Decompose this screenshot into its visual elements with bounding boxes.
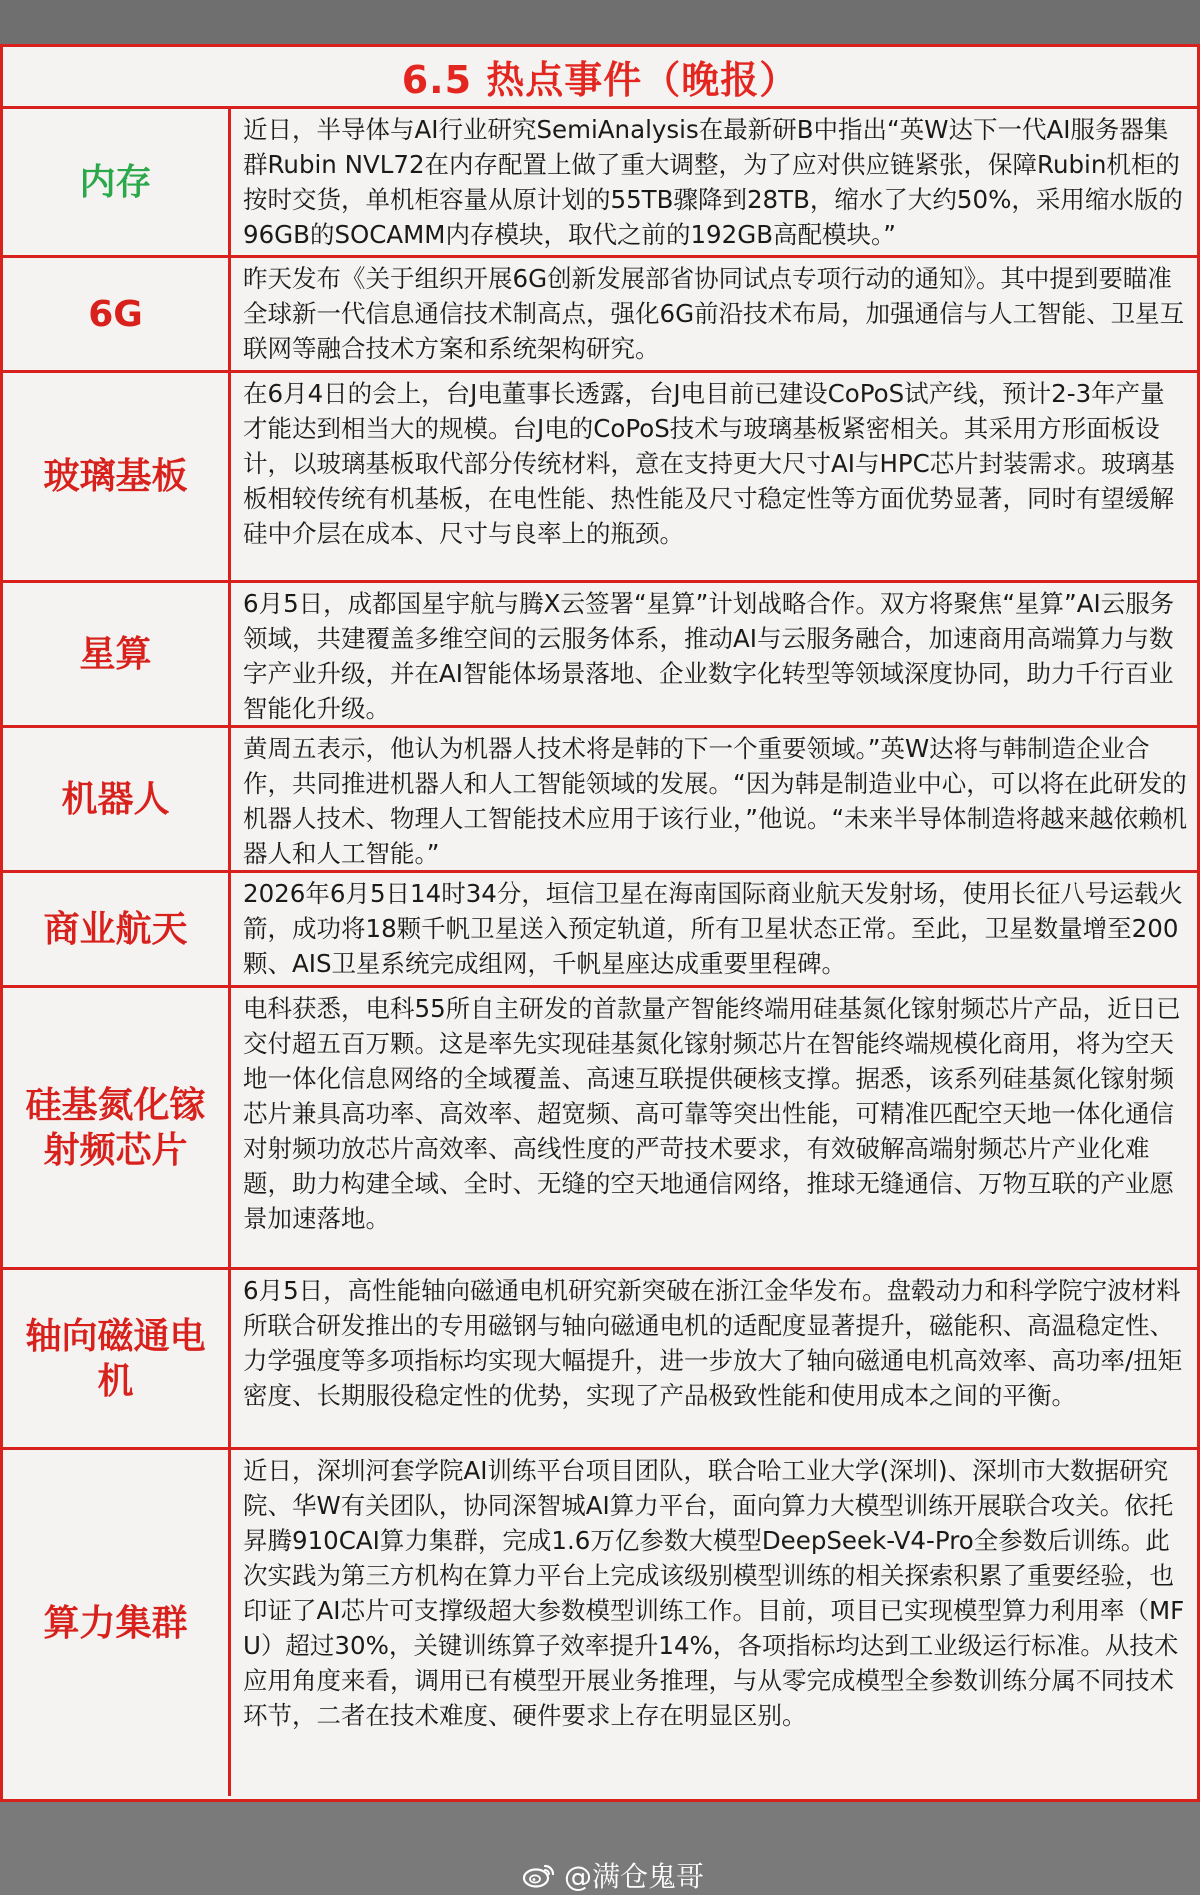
category-label: 内存 — [79, 161, 152, 203]
category-label: 6G — [88, 293, 143, 335]
news-row-glass-substrate — [3, 373, 1197, 583]
news-row-compute-cluster — [3, 1450, 1197, 1796]
category-label: 算力集群 — [43, 1602, 188, 1644]
news-text: 黄周五表示，他认为机器人技术将是韩的下一个重要领域。”英W达将与韩制造企业合作，共同推进机器人和人工智能领域的发展。“因为韩是制造业中心，可以将在此研发的机器人技术、物理人工智能技术应用于该行业，”他说。“未来半导体制造将越来越依赖机器人和人工智能。” — [243, 734, 1188, 868]
news-row-6g — [3, 258, 1197, 373]
news-row-memory — [3, 109, 1197, 258]
watermark-text: @满仓鬼哥 — [563, 1860, 704, 1893]
category-cell — [3, 728, 231, 870]
news-row-commercial-space — [3, 873, 1197, 988]
category-cell — [3, 258, 231, 370]
news-row-gan-rf-chip — [3, 988, 1197, 1270]
category-label: 玻璃基板 — [43, 456, 188, 497]
category-cell — [3, 988, 231, 1267]
news-row-axial-flux-motor — [3, 1270, 1197, 1450]
news-text: 2026年6月5日14时34分，垣信卫星在海南国际商业航天发射场，使用长征八号运载火箭，成功将18颗千帆卫星送入预定轨道，所有卫星状态正常。至此，卫星数量增至200颗、AIS卫星系统完成组网，千帆星座达成重要里程碑。 — [243, 879, 1183, 978]
news-text: 近日，深圳河套学院AI训练平台项目团队，联合哈工业大学(深圳)、深圳市大数据研究院、华W有关团队，协同深智城AI算力平台，面向算力大模型训练开展联合攻关。依托昇腾910CAI算力集群，完成1.6万亿参数大模型DeepSeek-V4-Pro全参数后训练。此次实践为第三方机构在算力平台上完成该级别模型训练的相关探索积累了重要经验，也印证了AI芯片可支撑级超大参数模型训练工作。目前，项目已实现模型算力利用率（MFU）超过30%，关键训练算子效率提升14%，各项指标均达到工业级运行标准。从技术应用角度来看，调用已有模型开展业务推理，与从零完成模型全参数训练分属不同技术环节，二者在技术难度、硬件要求上存在明显区别。 — [243, 1456, 1185, 1730]
news-text: 近日，半导体与AI行业研究SemiAnalysis在最新研B中指出“英W达下一代AI服务器集群Rubin NVL72在内存配置上做了重大调整，为了应对供应链紧张，保障Rubin机柜的按时交货，单机柜容量从原计划的55TB骤降到28TB，缩水了大约50%，采用缩水版的96GB的SOCAMM内存模块，取代之前的192GB高配模块。” — [243, 115, 1183, 249]
category-cell — [3, 1270, 231, 1447]
category-label: 机器人 — [61, 778, 170, 820]
weibo-icon — [522, 1861, 556, 1889]
news-text: 昨天发布《关于组织开展6G创新发展部省协同试点专项行动的通知》。其中提到要瞄准全球新一代信息通信技术制高点，强化6G前沿技术布局，加强通信与人工智能、卫星互联网等融合技术方案和系统架构研究。 — [243, 264, 1185, 363]
category-label: 轴向磁通电机 — [25, 1315, 206, 1402]
news-sheet — [0, 44, 1200, 1802]
watermark — [522, 1855, 704, 1895]
page-title: 6.5 热点事件（晚报） — [401, 58, 799, 102]
category-cell — [3, 109, 231, 255]
category-label: 硅基氮化镓射频芯片 — [25, 1084, 206, 1171]
news-text: 6月5日，成都国星宇航与腾X云签署“星算”计划战略合作。双方将聚焦“星算”AI云服务领域，共建覆盖多维空间的云服务体系，推动AI与云服务融合，加速商用高端算力与数字产业升级，并在AI智能体场景落地、企业数字化转型等领域深度协同，助力千行百业智能化升级。 — [243, 589, 1175, 723]
category-cell — [3, 373, 231, 580]
news-row-robot — [3, 728, 1197, 873]
category-cell — [3, 873, 231, 985]
news-row-star-compute — [3, 583, 1197, 728]
category-label: 星算 — [79, 633, 152, 675]
news-text: 电科获悉，电科55所自主研发的首款量产智能终端用硅基氮化镓射频芯片产品，近日已交付超五百万颗。这是率先实现硅基氮化镓射频芯片在智能终端规模化商用，将为空天地一体化信息网络的全域覆盖、高速互联提供硬核支撑。据悉，该系列硅基氮化镓射频芯片兼具高功率、高效率、超宽频、高可靠等突出性能，可精准匹配空天地一体化通信对射频功放芯片高效率、高线性度的严苛技术要求，有效破解高端射频芯片产业化难题，助力构建全域、全时、无缝的空天地通信网络，推球无缝通信、万物互联的产业愿景加速落地。 — [243, 994, 1181, 1233]
category-cell — [3, 1450, 231, 1796]
category-label: 商业航天 — [43, 908, 188, 950]
top-strip — [0, 0, 1200, 44]
news-text: 6月5日，高性能轴向磁通电机研究新突破在浙江金华发布。盘毂动力和科学院宁波材料所联合研发推出的专用磁钢与轴向磁通电机的适配度显著提升，磁能积、高温稳定性、力学强度等多项指标均实现大幅提升，进一步放大了轴向磁通电机高效率、高功率/扭矩密度、长期服役稳定性的优势，实现了产品极致性能和使用成本之间的平衡。 — [243, 1276, 1183, 1410]
news-text: 在6月4日的会上，台J电董事长透露，台J电目前已建设CoPoS试产线，预计2-3年产量才能达到相当大的规模。台J电的CoPoS技术与玻璃基板紧密相关。其采用方形面板设计，以玻璃基板取代部分传统材料，意在支持更大尺寸AI与HPC芯片封装需求。玻璃基板相较传统有机基板，在电性能、热性能及尺寸稳定性等方面优势显著，同时有望缓解硅中介层在成本、尺寸与良率上的瓶颈。 — [243, 379, 1175, 548]
category-cell — [3, 583, 231, 725]
title-row — [3, 47, 1197, 109]
